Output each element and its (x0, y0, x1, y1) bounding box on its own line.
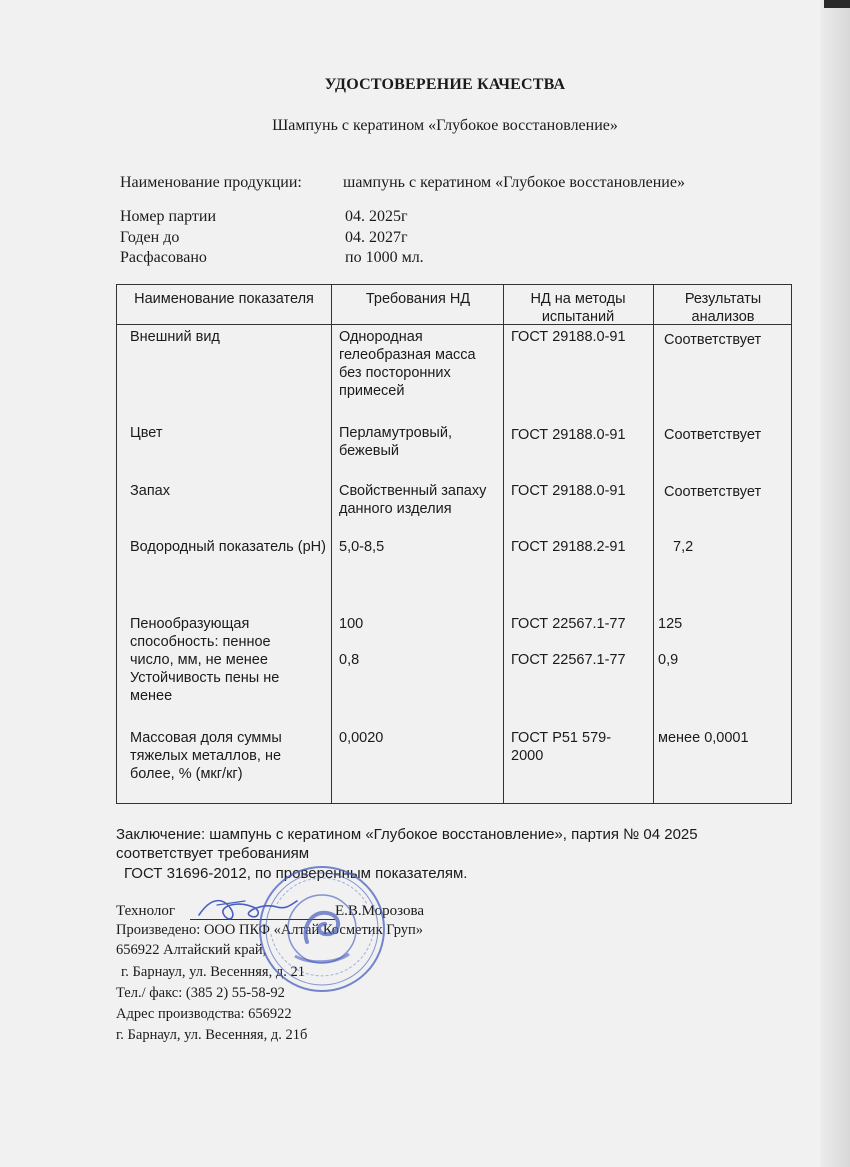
header-requirements: Требования НД (365, 291, 471, 307)
row-color-result: Соответствует (664, 427, 762, 443)
address-line3: г. Барнаул, ул. Весенняя, д. 21б (116, 1027, 308, 1043)
conclusion-line1: Заключение: шампунь с кератином «Глубокое восстановление», партия № 04 2025 (116, 826, 698, 843)
product-name-value: шампунь с кератином «Глубокое восстановление» (343, 174, 685, 191)
product-name-label: Наименование продукции: (120, 174, 302, 191)
row-appearance-method: ГОСТ 29188.0-91 (511, 329, 626, 345)
quality-table (116, 284, 792, 804)
row-smell-method: ГОСТ 29188.0-91 (511, 483, 626, 499)
batch-value: 04. 2025г (345, 208, 408, 225)
row-metals-req: 0,0020 (339, 730, 384, 746)
row-color-name: Цвет (130, 425, 163, 441)
phone-line: Тел./ факс: (385 2) 55-58-92 (116, 985, 285, 1001)
production-address-line: Адрес производства: 656922 (116, 1006, 292, 1022)
header-methods: НД на методы испытаний (530, 291, 626, 325)
row-ph-result: 7,2 (673, 539, 694, 555)
technologist-label: Технолог (116, 903, 176, 919)
row-ph-req: 5,0-8,5 (339, 539, 385, 555)
column-divider (503, 284, 504, 804)
expiry-label: Годен до (120, 229, 180, 246)
row-foam-method-a: ГОСТ 22567.1-77 (511, 616, 626, 632)
header-indicator: Наименование показателя (134, 291, 314, 307)
header-results: Результаты анализов (684, 291, 762, 325)
row-appearance-result: Соответствует (664, 332, 762, 348)
row-ph-method: ГОСТ 29188.2-91 (511, 539, 626, 555)
row-foam-method-b: ГОСТ 22567.1-77 (511, 652, 626, 668)
document-title: УДОСТОВЕРЕНИЕ КАЧЕСТВА (324, 76, 566, 93)
row-foam-name: Пенообразующая способность: пенное число, мм, не менее Устойчивость пены не менее (130, 616, 280, 704)
column-divider (653, 284, 654, 804)
row-color-req: Перламутровый, бежевый (339, 425, 452, 459)
company-stamp (257, 864, 387, 994)
row-foam-req-a: 100 (339, 616, 364, 632)
batch-label: Номер партии (120, 208, 217, 225)
row-appearance-req: Однородная гелеобразная масса без посторонних примесей (339, 329, 476, 399)
technologist-name: Е.В.Морозова (335, 903, 425, 919)
row-ph-name: Водородный показатель (pH) (130, 539, 326, 555)
row-metals-result: менее 0,0001 (658, 730, 749, 746)
row-smell-result: Соответствует (664, 484, 762, 500)
producer-line: Произведено: ООО ПКФ «Алтай Косметик Груп» (116, 922, 424, 938)
address-line1: 656922 Алтайский край, (116, 942, 267, 958)
packed-value: по 1000 мл. (345, 249, 424, 266)
page-corner (824, 0, 850, 8)
row-metals-method: ГОСТ Р51 579-2000 (511, 730, 612, 764)
conclusion-line2: соответствует требованиям (116, 845, 310, 862)
row-foam-req-b: 0,8 (339, 652, 360, 668)
column-divider (331, 284, 332, 804)
document-subtitle: Шампунь с кератином «Глубокое восстановление» (272, 117, 618, 134)
row-smell-req: Свойственный запаху данного изделия (339, 483, 487, 517)
address-line2: г. Барнаул, ул. Весенняя, д. 21 (121, 964, 305, 980)
row-color-method: ГОСТ 29188.0-91 (511, 427, 626, 443)
packed-label: Расфасовано (120, 249, 207, 266)
expiry-value: 04. 2027г (345, 229, 408, 246)
page-edge (820, 0, 850, 1167)
conclusion-line3: ГОСТ 31696-2012, по проверенным показателям. (124, 865, 468, 882)
row-foam-result-a: 125 (658, 616, 683, 632)
row-metals-name: Массовая доля суммы тяжелых металлов, не более, % (мкг/кг) (130, 730, 282, 782)
row-smell-name: Запах (130, 483, 170, 499)
row-foam-result-b: 0,9 (658, 652, 679, 668)
row-appearance-name: Внешний вид (130, 329, 220, 345)
